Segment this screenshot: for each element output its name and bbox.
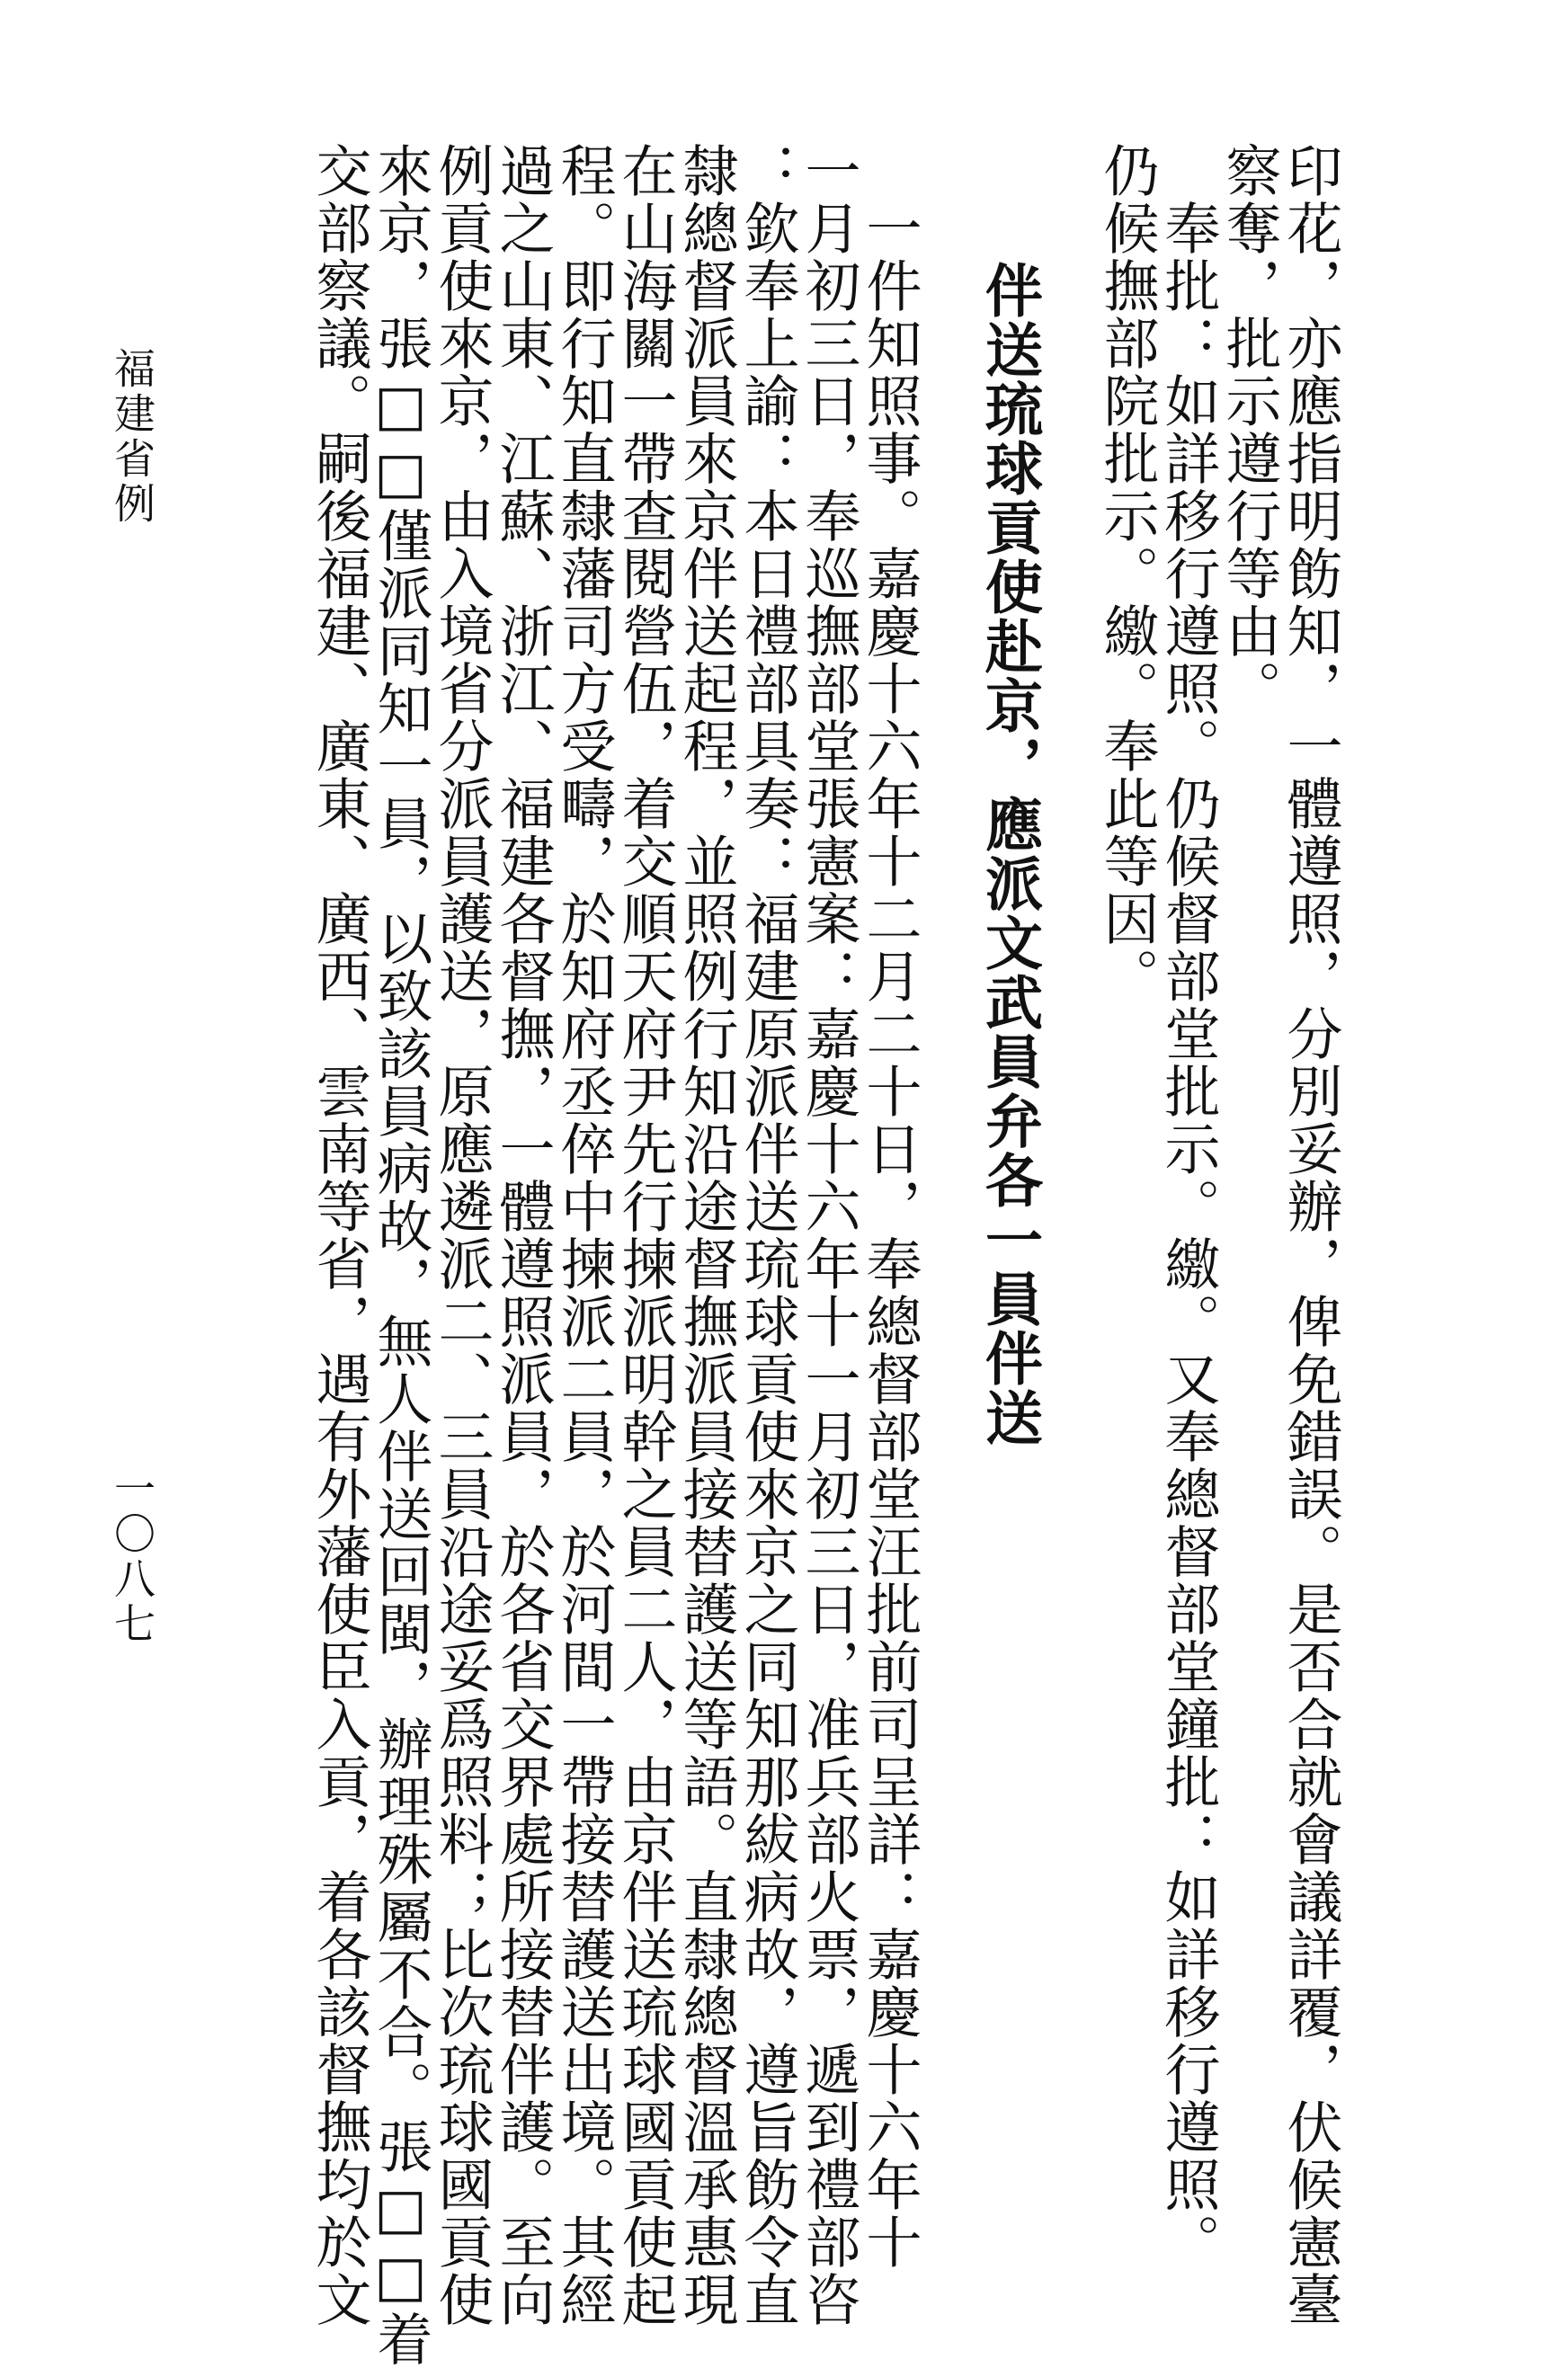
section-heading: 伴送琉球貢使赴京，應派文武員弁各一員伴送 — [976, 142, 1043, 1447]
text-column-9: 隸總督派員來京伴送起程，並照例行知沿途督撫派員接替護送等語。直隸總督溫承惠現 — [673, 142, 739, 2328]
text-column-1: 印花，亦應指明飭知，一體遵照，分別妥辦，俾免錯誤。是否合就會議詳覆，伏候憲臺 — [1278, 142, 1343, 2328]
text-column-6: 一件知照事。嘉慶十六年十二月二十日，奉總督部堂汪批前司呈詳：嘉慶十六年十 — [857, 142, 922, 2271]
text-column-11: 程。即行知直隸藩司方受疇，於知府丞倅中揀派二員，於河間一帶接替護送出境。其經 — [551, 142, 617, 2328]
text-column-4: 仍候撫部院批示。繳。奉此等因。 — [1094, 142, 1160, 1005]
text-column-12: 過之山東、江蘇、浙江、福建各督撫，一體遵照派員，於各省交界處所接替伴護。至向 — [490, 142, 556, 2328]
text-column-7: 一月初三日，奉巡撫部堂張憲案：嘉慶十六年十一月初三日，准兵部火票，遞到禮部咨 — [796, 142, 861, 2328]
page-number: 一〇八七 — [108, 1467, 156, 1647]
text-column-10: 在山海關一帶查閱營伍，着交順天府尹先行揀派明幹之員二人，由京伴送琉球國貢使起 — [612, 142, 678, 2328]
text-column-15: 交部察議。嗣後福建、廣東、廣西、雲南等省，遇有外藩使臣入貢，着各該督撫均於文 — [307, 142, 372, 2328]
text-column-8: ：欽奉上諭：本日禮部具奏：福建原派伴送琉球貢使來京之同知那紱病故，遵旨飭令直 — [735, 142, 800, 2328]
text-column-14: 來京，張□□僅派同知一員，以致該員病故，無人伴送回閩，辦理殊屬不合。張□□着 — [368, 142, 433, 2368]
text-column-3: 奉批：如詳移行遵照。仍候督部堂批示。繳。又奉總督部堂鐘批：如詳移行遵照。 — [1155, 142, 1221, 2271]
text-column-13: 例貢使來京，由入境省分派員護送，原應遴派二、三員沿途妥爲照料；比次琉球國貢使 — [429, 142, 494, 2328]
text-column-2: 察奪，批示遵行等由。 — [1216, 142, 1282, 717]
running-title: 福建省例 — [108, 347, 156, 527]
